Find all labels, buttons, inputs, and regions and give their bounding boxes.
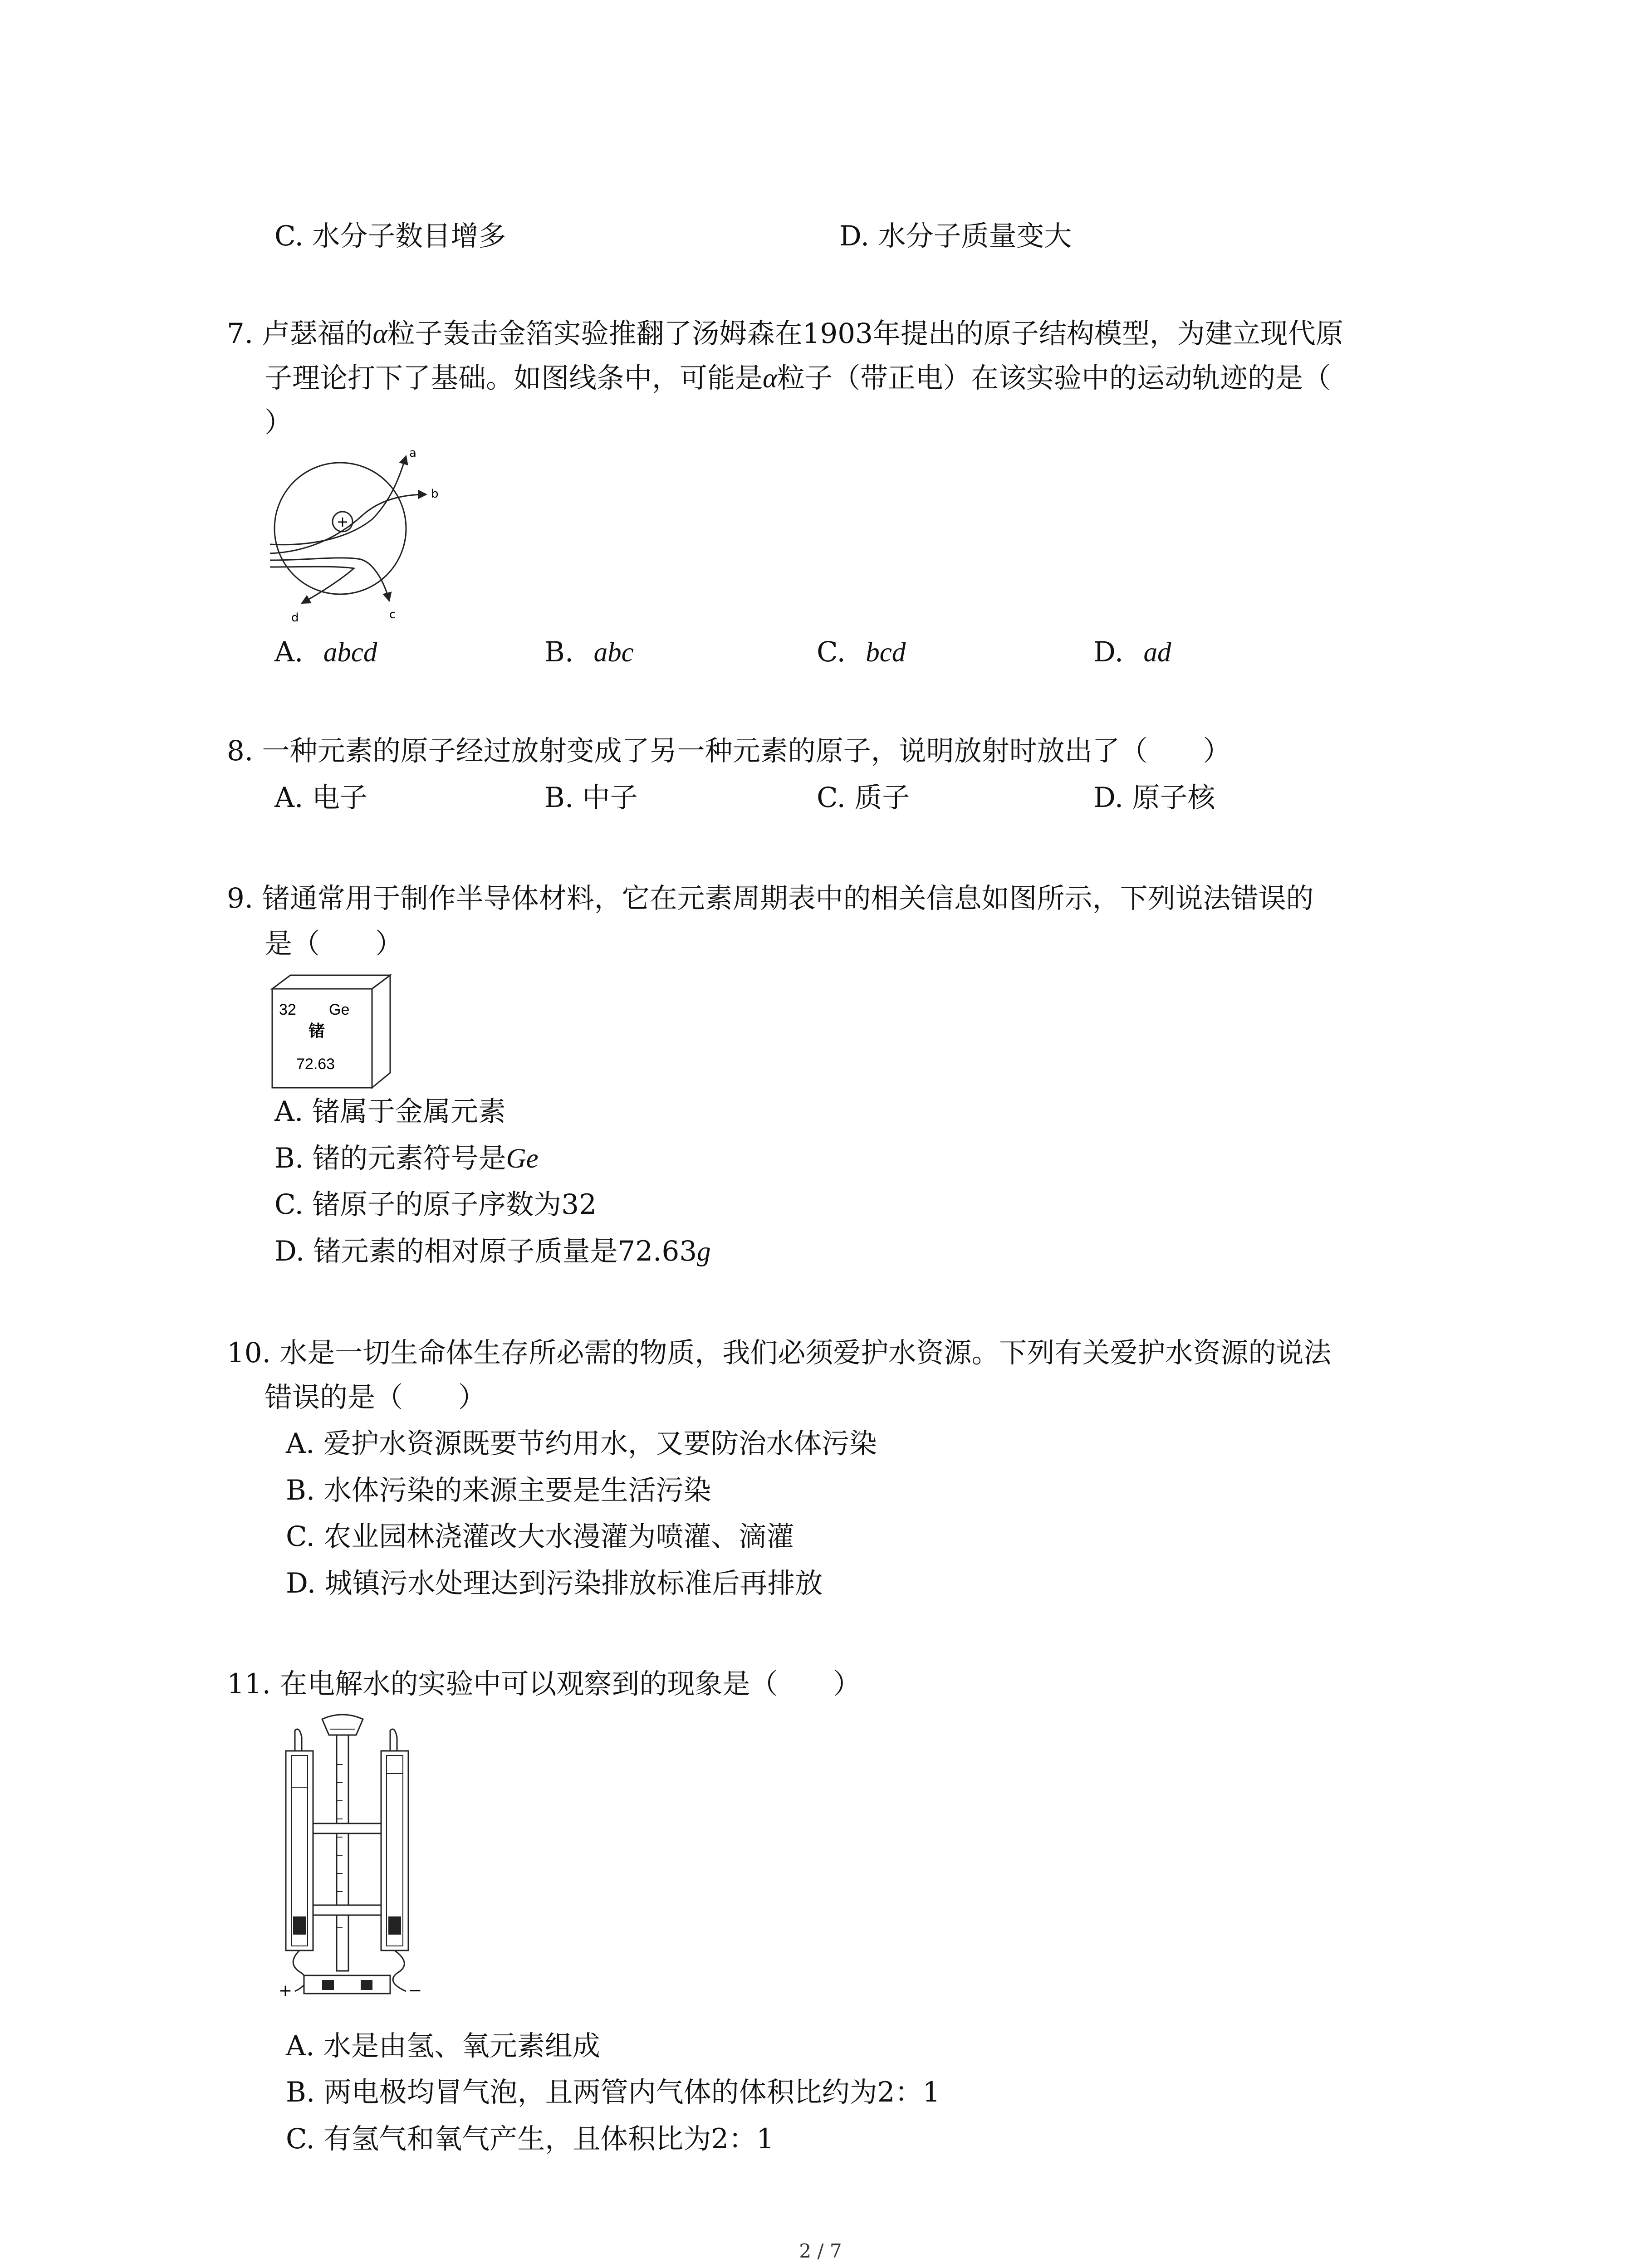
q8-option-d: D. 原子核 xyxy=(1093,782,1215,814)
q7-stem-part: 粒子（带正电）在该实验中的运动轨迹的是（ xyxy=(777,362,1331,394)
alpha-symbol: α xyxy=(372,319,387,349)
page-number: 2 / 7 xyxy=(799,2240,842,2262)
q7-option-b-value: abc xyxy=(593,637,634,668)
positive-terminal-label: + xyxy=(279,1981,293,2000)
trajectory-a xyxy=(270,456,406,545)
trajectory-d xyxy=(270,567,354,603)
upper-connector xyxy=(313,1823,381,1833)
q9-option-a: A. 锗属于金属元素 xyxy=(274,1095,506,1128)
q9-option-b-text: B. 锗的元素符号是 xyxy=(274,1142,506,1174)
q11-option-c: C. 有氢气和氧气产生，且体积比为2：1 xyxy=(286,2123,774,2155)
q7-option-a-key: A. xyxy=(274,636,304,668)
q7-option-c xyxy=(817,638,906,666)
q7-option-b-key: B. xyxy=(544,636,574,668)
lower-connector xyxy=(313,1905,381,1915)
base-terminal-right xyxy=(361,1980,372,1990)
card-mass: 72.63 xyxy=(296,1056,335,1073)
q7-option-a xyxy=(274,638,377,666)
central-tube xyxy=(337,1735,348,1971)
q7-stem-part: 7. 卢瑟福的 xyxy=(227,318,373,350)
right-stopcock xyxy=(390,1729,397,1751)
label-c: c xyxy=(389,608,396,621)
left-electrode xyxy=(293,1916,306,1935)
q10-stem-line2: 错误的是（ ） xyxy=(265,1381,486,1413)
q9-option-d-text: D. 锗元素的相对原子质量是72.63 xyxy=(274,1235,697,1267)
label-a: a xyxy=(409,447,416,460)
card-top xyxy=(272,975,390,989)
label-d: d xyxy=(291,611,299,625)
nucleus-plus: + xyxy=(336,513,349,530)
q6-option-d: D. 水分子质量变大 xyxy=(839,220,1072,252)
q7-stem-line3: ） xyxy=(265,406,293,439)
q10-stem-line1: 10. 水是一切生命体生存所必需的物质，我们必须爱护水资源。下列有关爱护水资源的说法 xyxy=(227,1337,1332,1369)
alpha-scattering-figure xyxy=(268,447,458,628)
q6-option-c: C. 水分子数目增多 xyxy=(274,220,506,252)
q7-option-a-value: abcd xyxy=(323,637,377,668)
q9-stem-line1: 9. 锗通常用于制作半导体材料，它在元素周期表中的相关信息如图所示，下列说法错误的 xyxy=(227,882,1314,914)
card-name: 锗 xyxy=(309,1022,325,1041)
negative-terminal-label: − xyxy=(408,1981,422,2000)
q10-option-a: A. 爱护水资源既要节约用水，又要防治水体污染 xyxy=(286,1427,877,1460)
q11-stem: 11. 在电解水的实验中可以观察到的现象是（ ） xyxy=(227,1668,861,1700)
q7-stem-part: 粒子轰击金箔实验推翻了汤姆森在1903年提出的原子结构模型，为建立现代原 xyxy=(387,318,1343,350)
q9-stem-line2: 是（ ） xyxy=(265,928,403,960)
q9-option-d xyxy=(274,1237,711,1266)
q7-stem-part: 子理论打下了基础。如图线条中，可能是 xyxy=(265,362,763,394)
q11-option-b: B. 两电极均冒气泡，且两管内气体的体积比约为2：1 xyxy=(286,2076,941,2108)
left-stopcock xyxy=(295,1729,302,1751)
alpha-symbol: α xyxy=(763,363,778,394)
q10-option-c: C. 农业园林浇灌改大水漫灌为喷灌、滴灌 xyxy=(286,1520,794,1553)
label-b: b xyxy=(431,487,439,501)
element-card-figure xyxy=(270,973,397,1091)
reservoir-funnel xyxy=(322,1715,363,1735)
q7-option-c-key: C. xyxy=(817,636,846,668)
q11-option-a: A. 水是由氢、氧元素组成 xyxy=(286,2030,600,2062)
q7-option-b xyxy=(544,638,634,666)
q8-stem: 8. 一种元素的原子经过放射变成了另一种元素的原子，说明放射时放出了（ ） xyxy=(227,735,1231,767)
q7-option-d-value: ad xyxy=(1143,637,1171,668)
q9-option-b xyxy=(274,1144,539,1173)
q7-option-d xyxy=(1093,638,1171,666)
q9-option-b-symbol: Ge xyxy=(506,1144,539,1174)
q9-option-c: C. 锗原子的原子序数为32 xyxy=(274,1188,597,1221)
q9-option-d-unit: g xyxy=(697,1237,711,1267)
q8-option-b: B. 中子 xyxy=(544,782,638,814)
electrolysis-apparatus-figure xyxy=(277,1710,426,2009)
apparatus-base xyxy=(304,1975,390,1994)
base-terminal-left xyxy=(322,1980,334,1990)
right-wire xyxy=(393,1950,406,1991)
q10-option-b: B. 水体污染的来源主要是生活污染 xyxy=(286,1474,711,1506)
right-electrode xyxy=(388,1916,401,1935)
card-atomic-number: 32 xyxy=(279,1001,296,1018)
q7-stem-line2 xyxy=(265,364,1331,392)
trajectory-c xyxy=(270,558,389,601)
card-side xyxy=(372,975,390,1088)
q7-stem-line1 xyxy=(227,320,1343,348)
q7-option-d-key: D. xyxy=(1093,636,1124,668)
card-symbol: Ge xyxy=(329,1001,350,1018)
q8-option-c: C. 质子 xyxy=(817,782,910,814)
q7-option-c-value: bcd xyxy=(866,637,906,668)
q8-option-a: A. 电子 xyxy=(274,782,367,814)
q10-option-d: D. 城镇污水处理达到污染排放标准后再排放 xyxy=(286,1567,823,1599)
